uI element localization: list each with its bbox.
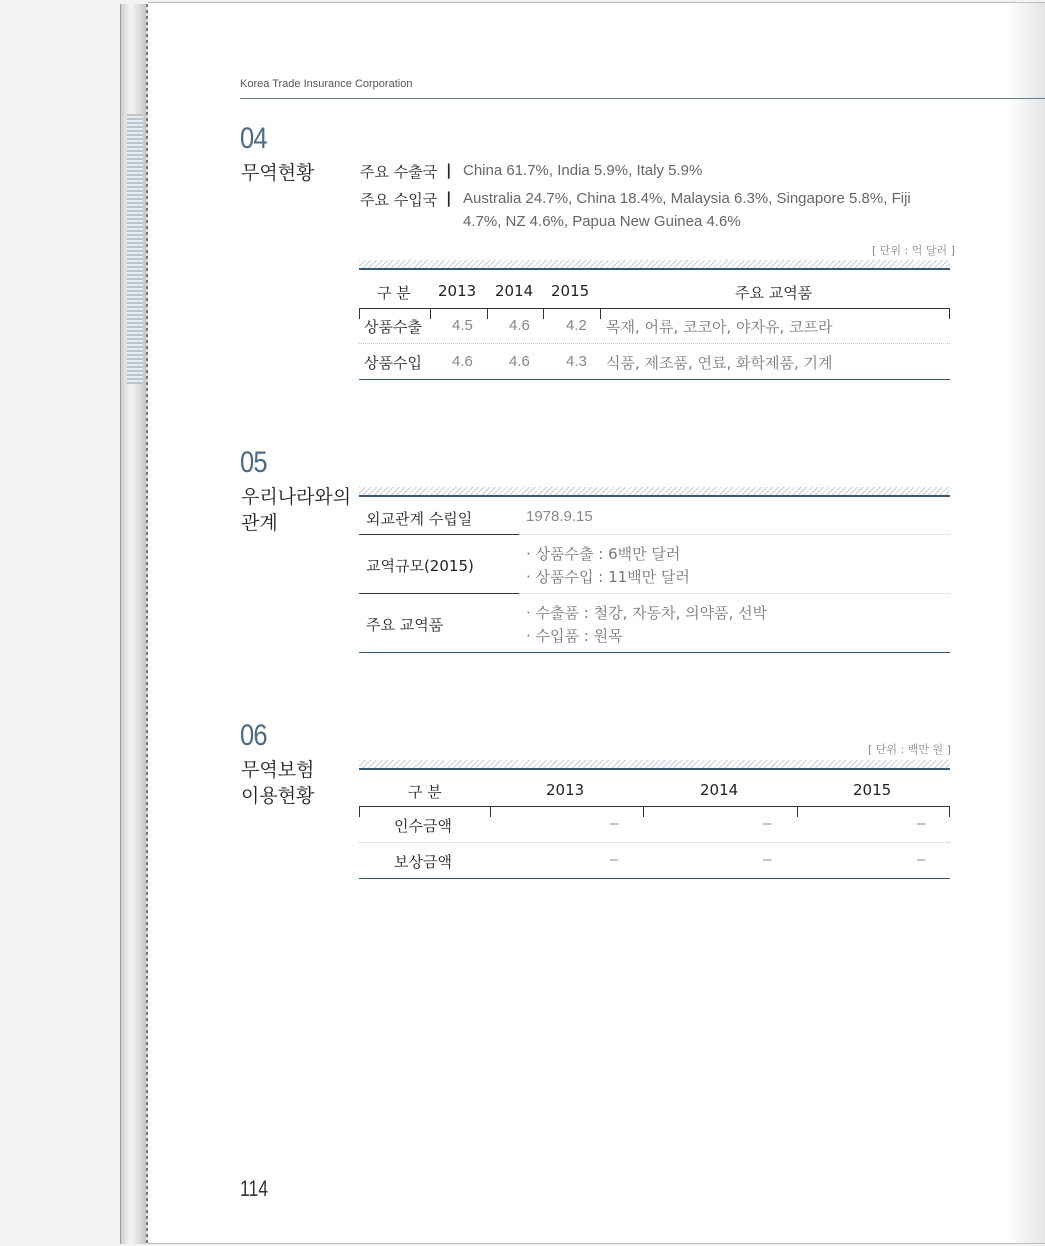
export-countries-value: China 61.7%, India 5.9%, Italy 5.9% (463, 162, 703, 179)
header-underline (359, 806, 950, 807)
import-countries-value-line1: Australia 24.7%, China 18.4%, Malaysia 6.3%, Singapore 5.8%, Fiji (463, 190, 911, 207)
cell-import-goods: 식품, 제조품, 연료, 화학제품, 기계 (606, 354, 833, 372)
cell-export-2014: 4.6 (509, 317, 530, 334)
unit-label: [ 단위 : 백만 원 ] (868, 743, 951, 756)
table-bottom-rule (359, 652, 950, 653)
relation-label-main-goods: 주요 교역품 (366, 616, 444, 634)
tick (359, 806, 360, 817)
relation-value-export-goods: · 수출품 : 철강, 자동차, 의약품, 선박 (526, 604, 768, 622)
label-col-rule (359, 534, 519, 535)
relation-value-import-goods: · 수입품 : 원목 (526, 627, 623, 645)
cell-import-2015: 4.3 (566, 353, 587, 370)
table-top-band (359, 260, 950, 270)
table-bottom-rule (359, 379, 950, 380)
section-05-title-line2: 관계 (241, 512, 278, 534)
section-06-number: 06 (240, 719, 267, 752)
cell-underwriting-2015: – (917, 815, 926, 832)
header-rule (240, 98, 1045, 99)
col-header-2014: 2014 (495, 282, 534, 300)
cell-underwriting-2014: – (763, 815, 772, 832)
table-bottom-rule (359, 878, 950, 879)
col-header-2014: 2014 (700, 781, 739, 799)
label-separator: | (446, 161, 452, 179)
header-underline (359, 308, 950, 309)
section-06-title-line2: 이용현황 (241, 785, 315, 807)
page-gutter-shade (1005, 3, 1045, 1243)
relation-value-export: · 상품수출 : 6백만 달러 (526, 545, 681, 563)
tick (643, 806, 644, 817)
cell-underwriting-2013: – (610, 815, 619, 832)
relation-value-import: · 상품수입 : 11백만 달러 (526, 568, 690, 586)
cell-export-2015: 4.2 (566, 317, 587, 334)
export-countries-label: 주요 수출국 (360, 163, 438, 181)
spine-band (127, 114, 143, 384)
tick (543, 308, 544, 319)
cell-import-2013: 4.6 (452, 353, 473, 370)
unit-label: [ 단위 : 억 달러 ] (872, 244, 955, 257)
tick (490, 806, 491, 817)
tick (487, 308, 488, 319)
tick (949, 308, 950, 319)
col-header-2013: 2013 (546, 781, 585, 799)
section-04-title: 무역현황 (241, 162, 315, 184)
cell-export-2013: 4.5 (452, 317, 473, 334)
tick (949, 806, 950, 817)
relation-label-diplomatic: 외교관계 수립일 (366, 510, 473, 528)
relation-value-diplomatic: 1978.9.15 (526, 508, 593, 525)
running-header: Korea Trade Insurance Corporation (240, 78, 413, 90)
col-header-category: 구 분 (377, 284, 411, 302)
row-divider (519, 593, 950, 594)
book-spine (120, 4, 148, 1244)
import-countries-value-line2: 4.7%, NZ 4.6%, Papua New Guinea 4.6% (463, 213, 741, 230)
row-divider (359, 842, 950, 843)
section-05-title-line1: 우리나라와의 (241, 486, 352, 508)
col-header-goods: 주요 교역품 (735, 284, 813, 302)
table-top-band (359, 760, 950, 770)
cell-compensation-2015: – (917, 851, 926, 868)
col-header-2013: 2013 (438, 282, 477, 300)
tick (600, 308, 601, 319)
page-number: 114 (240, 1176, 269, 1201)
row-divider (519, 534, 950, 535)
row-label-underwriting: 인수금액 (394, 817, 452, 835)
cell-export-goods: 목재, 어류, 코코아, 야자유, 코프라 (606, 318, 833, 336)
section-06-title-line1: 무역보험 (241, 759, 315, 781)
col-header-category: 구 분 (408, 783, 442, 801)
row-label-compensation: 보상금액 (394, 853, 452, 871)
tick (430, 308, 431, 319)
label-col-rule (359, 593, 519, 594)
label-separator: | (446, 189, 452, 207)
cell-import-2014: 4.6 (509, 353, 530, 370)
section-04-number: 04 (240, 122, 267, 155)
import-countries-label: 주요 수입국 (360, 191, 438, 209)
col-header-2015: 2015 (551, 282, 590, 300)
cell-compensation-2013: – (610, 851, 619, 868)
relation-label-trade-volume: 교역규모(2015) (366, 557, 474, 575)
row-label-export: 상품수출 (364, 318, 422, 336)
col-header-2015: 2015 (853, 781, 892, 799)
row-label-import: 상품수입 (364, 354, 422, 372)
tick (797, 806, 798, 817)
section-05-number: 05 (240, 446, 267, 479)
page (148, 2, 1045, 1244)
row-divider (359, 343, 950, 344)
tick (359, 308, 360, 319)
cell-compensation-2014: – (763, 851, 772, 868)
table-top-band (359, 487, 950, 497)
